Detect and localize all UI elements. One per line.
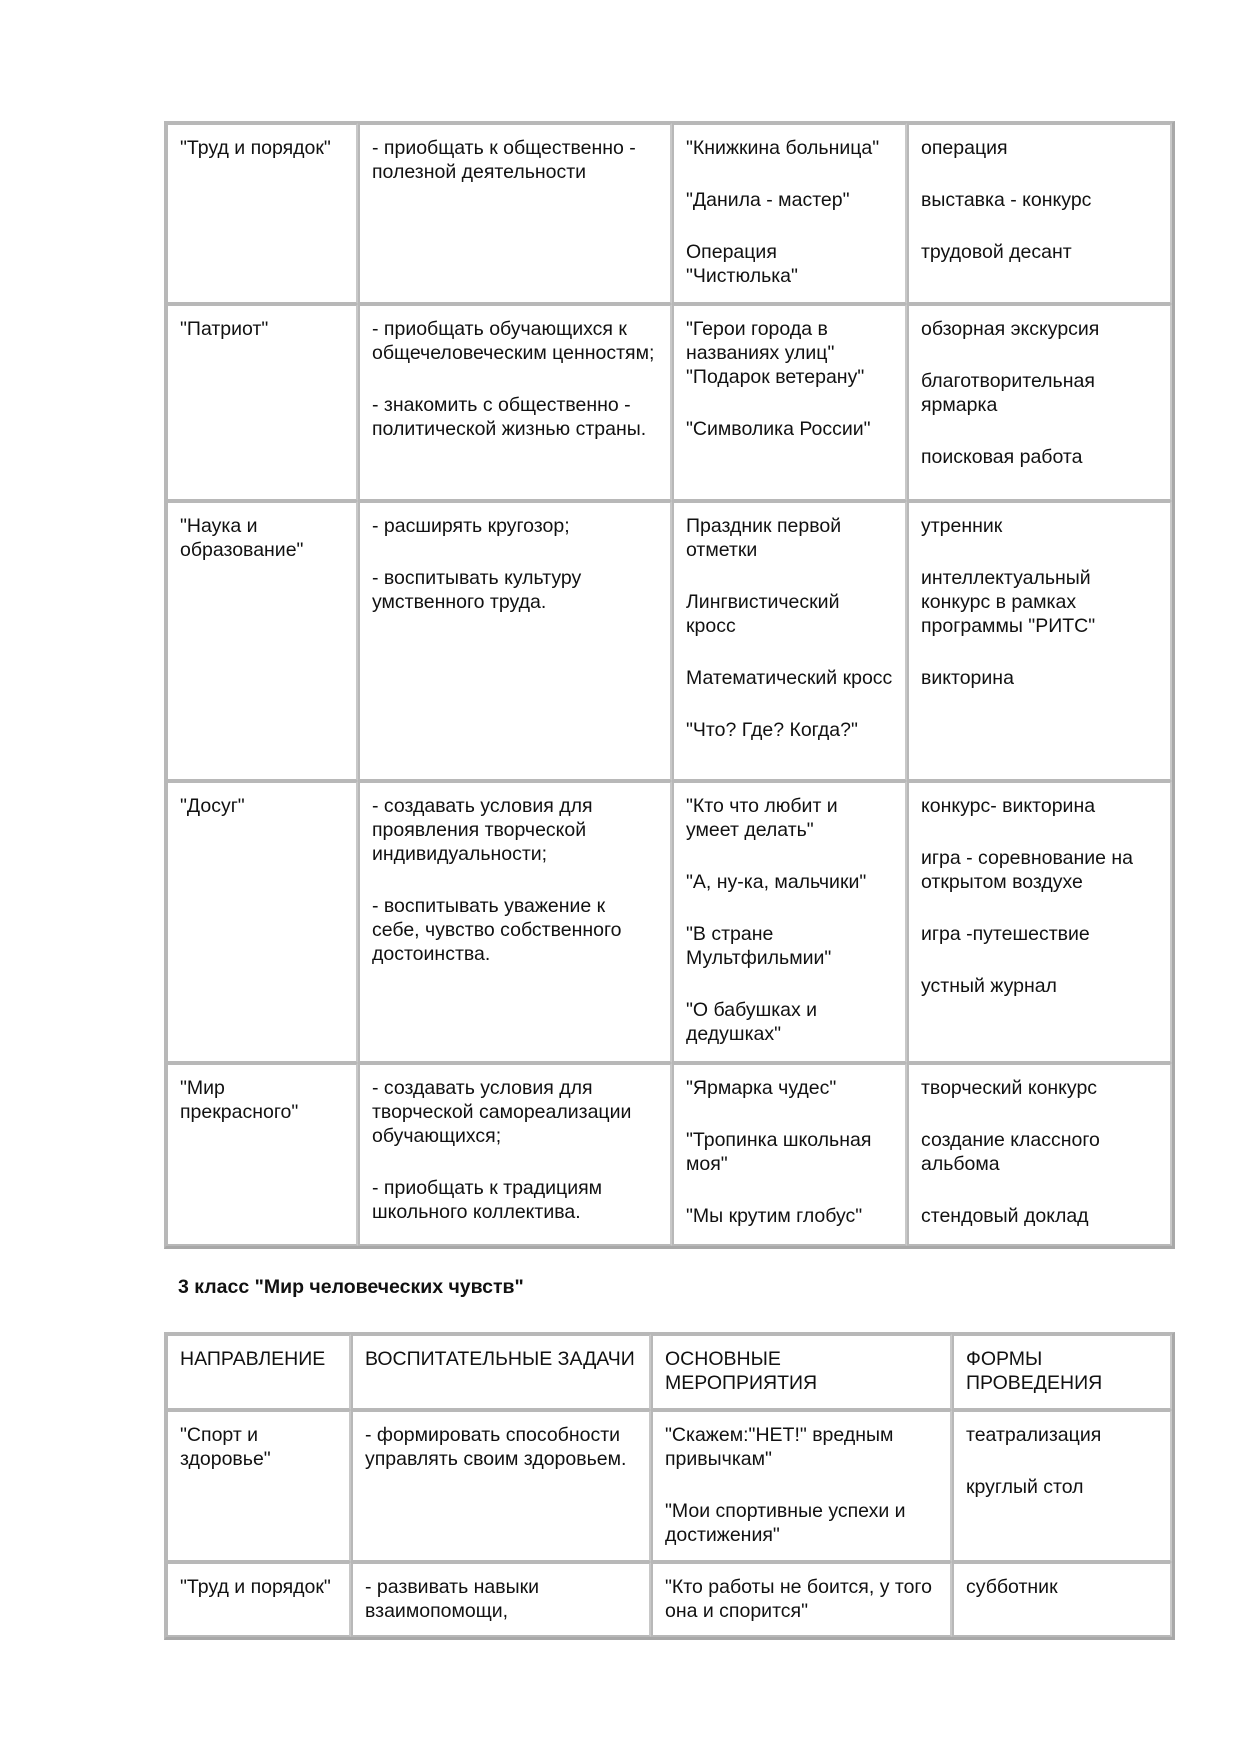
tasks-cell: - создавать условия для проявления творческой индивидуальности; - воспитывать уважение к себе, чувство собственного достоинства. bbox=[358, 781, 672, 1063]
events-cell: "Кто работы не боится, у того она и спорится" bbox=[651, 1562, 952, 1637]
direction-cell: "Труд и порядок" bbox=[166, 1562, 351, 1637]
tasks-cell: - приобщать обучающихся к общечеловеческим ценностям; - знакомить с общественно - политической жизнью страны. bbox=[358, 304, 672, 501]
forms-cell: субботник bbox=[952, 1562, 1172, 1637]
column-header: ВОСПИТАТЕЛЬНЫЕ ЗАДАЧИ bbox=[351, 1334, 651, 1410]
events-cell: "Ярмарка чудес" "Тропинка школьная моя" "Мы крутим глобус" bbox=[672, 1063, 907, 1246]
table-header-row bbox=[166, 1334, 1172, 1410]
forms-cell: конкурс- викторина игра - соревнование на открытом воздухе игра -путешествие устный журнал bbox=[907, 781, 1172, 1063]
column-header: ОСНОВНЫЕ МЕРОПРИЯТИЯ bbox=[651, 1334, 952, 1410]
section-heading: 3 класс "Мир человеческих чувств" bbox=[178, 1276, 524, 1298]
tasks-cell: - развивать навыки взаимопомощи, bbox=[351, 1562, 651, 1637]
tasks-cell: - приобщать к общественно - полезной деятельности bbox=[358, 123, 672, 304]
events-cell: "Герои города в названиях улиц" "Подарок ветерану" "Символика России" bbox=[672, 304, 907, 501]
events-cell: Праздник первой отметки Лингвистический кросс Математический кросс "Что? Где? Когда?" bbox=[672, 501, 907, 781]
events-cell: "Кто что любит и умеет делать" "А, ну-ка, мальчики" "В стране Мультфильмии" "О бабушках и дедушках" bbox=[672, 781, 907, 1063]
column-header: НАПРАВЛЕНИЕ bbox=[166, 1334, 351, 1410]
tasks-cell: - расширять кругозор; - воспитывать культуру умственного труда. bbox=[358, 501, 672, 781]
table-grade3 bbox=[164, 1332, 1175, 1640]
column-header: ФОРМЫ ПРОВЕДЕНИЯ bbox=[952, 1334, 1172, 1410]
table-row bbox=[166, 501, 1172, 781]
forms-cell: театрализация круглый стол bbox=[952, 1410, 1172, 1562]
direction-cell: "Наука и образование" bbox=[166, 501, 358, 781]
direction-cell: "Патриот" bbox=[166, 304, 358, 501]
direction-cell: "Труд и порядок" bbox=[166, 123, 358, 304]
forms-cell: операция выставка - конкурс трудовой десант bbox=[907, 123, 1172, 304]
forms-cell: обзорная экскурсия благотворительная ярмарка поисковая работа bbox=[907, 304, 1172, 501]
tasks-cell: - создавать условия для творческой самореализации обучающихся; - приобщать к традициям школьного коллектива. bbox=[358, 1063, 672, 1246]
table-row bbox=[166, 123, 1172, 304]
table-grade2 bbox=[164, 121, 1175, 1249]
events-cell: "Книжкина больница" "Данила - мастер" Операция "Чистюлька" bbox=[672, 123, 907, 304]
table-row bbox=[166, 781, 1172, 1063]
table-row bbox=[166, 1562, 1172, 1637]
direction-cell: "Спорт и здоровье" bbox=[166, 1410, 351, 1562]
direction-cell: "Досуг" bbox=[166, 781, 358, 1063]
direction-cell: "Мир прекрасного" bbox=[166, 1063, 358, 1246]
table-row bbox=[166, 304, 1172, 501]
tasks-cell: - формировать способности управлять своим здоровьем. bbox=[351, 1410, 651, 1562]
events-cell: "Скажем:"НЕТ!" вредным привычкам" "Мои спортивные успехи и достижения" bbox=[651, 1410, 952, 1562]
forms-cell: творческий конкурс создание классного альбома стендовый доклад bbox=[907, 1063, 1172, 1246]
table-row bbox=[166, 1410, 1172, 1562]
table-row bbox=[166, 1063, 1172, 1246]
forms-cell: утренник интеллектуальный конкурс в рамках программы "РИТС" викторина bbox=[907, 501, 1172, 781]
